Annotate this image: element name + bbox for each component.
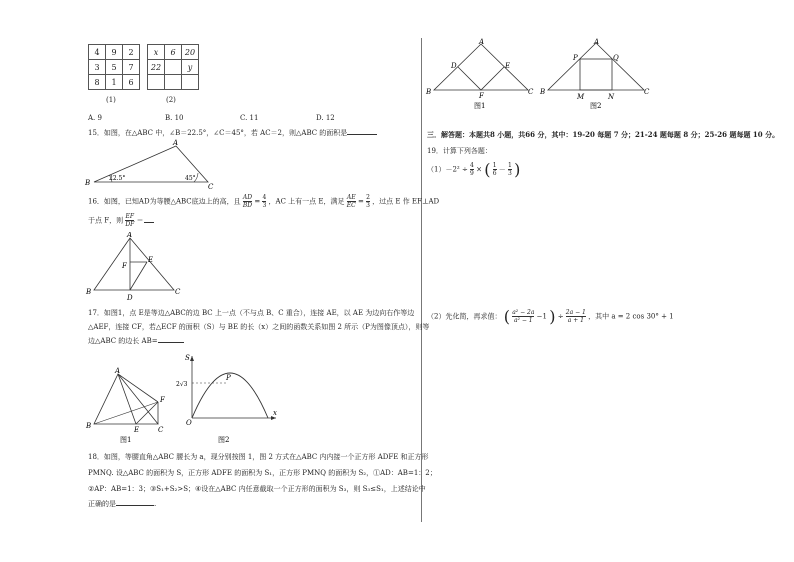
q17-fig2-origin: O bbox=[186, 419, 192, 427]
grid2-row bbox=[148, 60, 199, 75]
magic-square-grid-1 bbox=[88, 44, 140, 90]
q17-fig1-label-f: F bbox=[160, 396, 165, 404]
q15-text: 15．如图，在△ABC 中，∠B＝22.5°，∠C＝45°，若 AC＝2，则△ABC 的面积是 bbox=[88, 128, 377, 138]
grid1-cell: 4 bbox=[89, 45, 106, 60]
q19-part-2: （2）先化简，再求值： ( $\frac{\text{a² − 2a}}{\text{a² − 1}}$ −1 ) ÷ $\frac{2a - 1}{a + 1}$ ，其中 a = 2 cos 30° + 1 bbox=[427, 307, 674, 326]
q17-line-2: △AEF，连接 CF，若△ECF 的面积（S）与 BE 的长（x）之间的函数关系如图 2 所示（P为图像顶点），则等 bbox=[88, 323, 430, 331]
q15-triangle-figure bbox=[82, 138, 222, 192]
q16-label-d: D bbox=[127, 294, 133, 302]
fig1-label-c: C bbox=[528, 88, 534, 96]
grid2-cell bbox=[148, 75, 165, 90]
q17-figure-2 bbox=[172, 352, 282, 444]
grid1-cell: 6 bbox=[123, 75, 140, 90]
q14-option-a: A. 9 bbox=[88, 114, 102, 122]
q16-frac-4-3: $\frac{4}{3}$ bbox=[262, 194, 267, 209]
grid1-cell: 2 bbox=[123, 45, 140, 60]
grid2-label: (2) bbox=[166, 96, 176, 104]
q17-fig2-axis-x: x bbox=[273, 409, 277, 417]
fig2-label-m: M bbox=[577, 93, 585, 101]
q19-1-frac-1-6: $\frac{1}{6}$ bbox=[492, 162, 497, 177]
q19-2-frac-b: $\frac{2a - 1}{a + 1}$ bbox=[565, 309, 586, 324]
column-divider bbox=[421, 38, 422, 522]
fig2-label-q: Q bbox=[613, 54, 619, 62]
fig1-caption: 图1 bbox=[474, 102, 486, 110]
q17-line-1: 17．如图1，点 E是等边△ABC的边 BC 上一点（不与点 B、C 重合），连接 AE，以 AE 为边向右作等边 bbox=[88, 309, 415, 317]
q19-1-frac-4-9: $\frac{4}{9}$ bbox=[470, 162, 474, 177]
q19-part-1: （1）－2² ÷ $\frac{4}{9}$ × ( $\frac{1}{6}$ － $\frac{1}{3}$ ) bbox=[427, 160, 521, 179]
section-3-heading: 三．解答题：本题共8 小题，共66 分，其中：19-20 每题 7 分；21-24 题每题 8 分；25-26 题每题 10 分。 bbox=[427, 130, 780, 139]
grid1-cell: 7 bbox=[123, 60, 140, 75]
q17-fig2-vertex-p: P bbox=[226, 374, 231, 382]
fig1-label-f: F bbox=[479, 92, 484, 100]
q16-label-e: E bbox=[148, 256, 154, 264]
grid2-cell bbox=[165, 60, 182, 75]
grid2-row bbox=[148, 75, 199, 90]
grid1-cell: 9 bbox=[106, 45, 123, 60]
fig1-label-e: E bbox=[505, 62, 511, 70]
grid1-cell: 8 bbox=[89, 75, 106, 90]
grid1-row bbox=[89, 60, 140, 75]
q16-label-c: C bbox=[175, 288, 181, 296]
fig2-label-n: N bbox=[608, 93, 615, 101]
fig2-caption: 图2 bbox=[590, 102, 602, 110]
q17-fig1-caption: 图1 bbox=[120, 436, 132, 444]
grid2-cell: y bbox=[182, 60, 199, 75]
q16-frac-ad-bd: $\frac{AD}{BD}$ bbox=[242, 194, 253, 209]
grid2-cell: x bbox=[148, 45, 165, 60]
fig2-label-p: P bbox=[573, 54, 578, 62]
q18-line-3: ②AP：AB=1：3；③S₁+S₂>S；④设在△ABC 内任意截取一个正方形的面积为 S₃，则 S₃≤S₁，上述结论中 bbox=[88, 485, 426, 493]
q18-line-4: 正确的是 . bbox=[88, 500, 157, 508]
grid2-row bbox=[148, 45, 199, 60]
q17-fig1-label-b: B bbox=[86, 422, 92, 430]
grid1-row bbox=[89, 45, 140, 60]
q14-option-c: C. 11 bbox=[240, 114, 259, 122]
q15-angle-c: 45° bbox=[185, 175, 196, 182]
q17-fig1-label-e: E bbox=[134, 426, 140, 434]
fig2-label-c: C bbox=[644, 88, 650, 96]
right-figure-2 bbox=[538, 38, 654, 110]
q15-angle-b: 22.5° bbox=[109, 175, 126, 182]
q15-label-a: A bbox=[173, 139, 179, 147]
magic-square-grid-2 bbox=[147, 44, 199, 90]
fig1-label-a: A bbox=[479, 38, 485, 46]
q18-line-2: PMNQ. 设△ABC 的面积为 S，正方形 ADFE 的面积为 S₁，正方形 PMNQ 的面积为 S₂，①AD：AB=1：2； bbox=[88, 469, 437, 477]
q16-label-a: A bbox=[127, 232, 133, 239]
q17-fig1-label-c: C bbox=[158, 426, 164, 434]
grid1-cell: 5 bbox=[106, 60, 123, 75]
q16-label-b: B bbox=[86, 288, 92, 296]
q14-option-d: D. 12 bbox=[316, 114, 335, 122]
q15-label-c: C bbox=[208, 183, 214, 191]
q17-line-3: 边△ABC 的边长 AB= bbox=[88, 336, 184, 346]
q16-line-1: 16．如图，已知AD为等腰△ABC底边上的高，且 $\frac{AD}{BD}$ = $\frac{4}{3}$ ，AC 上有一点 E，满足 $\frac{AE}{EC}$ = $\frac{2}{3}$ ，过点 E 作 EF⊥AD bbox=[88, 194, 440, 209]
q19-2-frac-a: $\frac{\text{a² − 2a}}{\text{a² − 1}}$ bbox=[512, 309, 535, 324]
q17-fig2-axis-s: S bbox=[185, 354, 190, 362]
q17-fig1-label-a: A bbox=[115, 367, 121, 375]
q16-frac-ae-ec: $\frac{AE}{EC}$ bbox=[346, 194, 356, 209]
q14-option-b: B. 10 bbox=[165, 114, 184, 122]
grid2-cell: 6 bbox=[165, 45, 182, 60]
q19-title: 19．计算下列各题： bbox=[427, 147, 492, 155]
grid1-label: (1) bbox=[106, 96, 116, 104]
grid1-cell: 3 bbox=[89, 60, 106, 75]
right-figure-1 bbox=[424, 38, 536, 110]
fig1-label-d: D bbox=[451, 62, 457, 70]
grid2-cell: 22 bbox=[148, 60, 165, 75]
grid2-cell bbox=[182, 75, 199, 90]
q19-1-frac-1-3: $\frac{1}{3}$ bbox=[508, 162, 512, 177]
grid1-cell: 1 bbox=[106, 75, 123, 90]
q17-fig2-yval: 2√3 bbox=[176, 381, 188, 388]
q17-figure-1 bbox=[84, 366, 174, 444]
grid2-cell bbox=[165, 75, 182, 90]
q16-triangle-figure bbox=[84, 232, 184, 302]
grid1-row bbox=[89, 75, 140, 90]
grid2-cell: 20 bbox=[182, 45, 199, 60]
q15-label-b: B bbox=[85, 179, 91, 187]
q16-label-f: F bbox=[122, 262, 127, 270]
fig1-label-b: B bbox=[426, 88, 432, 96]
q18-line-1: 18．如图，等腰直角△ABC 腰长为 a，现分别按图 1，图 2 方式在△ABC 内内接一个正方形 ADFE 和正方形 bbox=[88, 453, 429, 461]
fig2-label-a: A bbox=[594, 38, 600, 46]
q16-frac-ef-df: $\frac{EF}{DF}$ bbox=[125, 213, 135, 228]
q16-line-2: 于点 F，则 $\frac{EF}{DF}$ ＝ bbox=[88, 213, 154, 228]
fig2-label-b: B bbox=[540, 88, 546, 96]
q17-fig2-caption: 图2 bbox=[218, 436, 230, 444]
q16-frac-2-3: $\frac{2}{3}$ bbox=[366, 194, 370, 209]
